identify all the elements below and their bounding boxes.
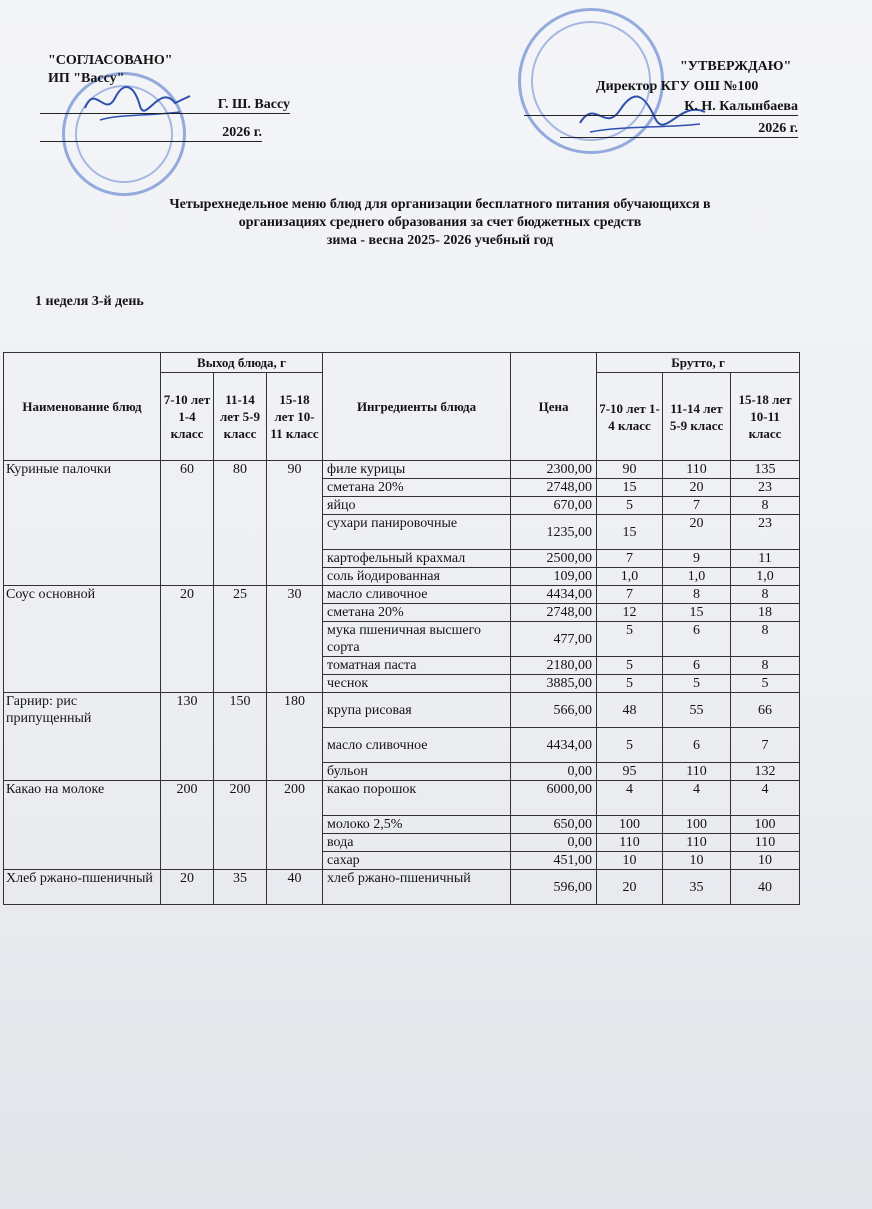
dish-name: Соус основной [4, 586, 161, 693]
dish-yield-11-14: 25 [214, 586, 267, 693]
gross-11-14: 55 [663, 693, 731, 728]
gross-11-14: 10 [663, 852, 731, 870]
gross-11-14: 5 [663, 675, 731, 693]
ingredient-name: чеснок [323, 675, 511, 693]
dish-yield-11-14: 200 [214, 781, 267, 870]
ingredient-name: мука пшеничная высшего сорта [323, 622, 511, 657]
dish-yield-7-10: 130 [161, 693, 214, 781]
gross-11-14: 20 [663, 479, 731, 497]
ingredient-price: 1235,00 [511, 515, 597, 550]
table-row [4, 586, 800, 604]
gross-7-10: 5 [597, 728, 663, 763]
gross-11-14: 8 [663, 586, 731, 604]
dish-name: Какао на молоке [4, 781, 161, 870]
left-approval-year-line [40, 124, 262, 142]
gross-7-10: 12 [597, 604, 663, 622]
gross-7-10: 100 [597, 816, 663, 834]
header-price: Цена [511, 353, 597, 461]
right-approval-year-line [560, 120, 798, 138]
gross-15-18: 10 [731, 852, 800, 870]
day-label: 1 неделя 3-й день [35, 294, 144, 309]
gross-11-14: 6 [663, 728, 731, 763]
gross-7-10: 90 [597, 461, 663, 479]
ingredient-price: 0,00 [511, 834, 597, 852]
right-approval-name: К. Н. Калынбаева [684, 99, 798, 114]
ingredient-name: сухари панировочные [323, 515, 511, 550]
gross-15-18: 23 [731, 479, 800, 497]
ingredient-name: картофельный крахмал [323, 550, 511, 568]
gross-11-14: 6 [663, 657, 731, 675]
ingredient-price: 2748,00 [511, 604, 597, 622]
ingredient-price: 109,00 [511, 568, 597, 586]
ingredient-name: хлеб ржано-пшеничный [323, 870, 511, 905]
gross-7-10: 20 [597, 870, 663, 905]
dish-yield-11-14: 150 [214, 693, 267, 781]
gross-11-14: 7 [663, 497, 731, 515]
gross-15-18: 8 [731, 622, 800, 657]
ingredient-price: 4434,00 [511, 586, 597, 604]
ingredient-name: сметана 20% [323, 479, 511, 497]
dish-yield-7-10: 60 [161, 461, 214, 586]
ingredient-name: томатная паста [323, 657, 511, 675]
header-yield-group: Выход блюда, г [161, 353, 323, 373]
dish-yield-15-18: 30 [267, 586, 323, 693]
ingredient-name: сметана 20% [323, 604, 511, 622]
menu-table [3, 352, 800, 905]
dish-yield-15-18: 180 [267, 693, 323, 781]
ingredient-name: масло сливочное [323, 586, 511, 604]
header-gross-7-10: 7-10 лет 1-4 класс [597, 373, 663, 461]
left-approval-name-line [40, 96, 290, 114]
gross-15-18: 7 [731, 728, 800, 763]
gross-7-10: 95 [597, 763, 663, 781]
dish-yield-7-10: 20 [161, 586, 214, 693]
gross-11-14: 20 [663, 515, 731, 550]
title-line-3: зима - весна 2025- 2026 учебный год [326, 233, 554, 248]
left-approval-heading: "СОГЛАСОВАНО" [48, 53, 173, 68]
ingredient-price: 451,00 [511, 852, 597, 870]
dish-name: Хлеб ржано-пшеничный [4, 870, 161, 905]
ingredient-name: молоко 2,5% [323, 816, 511, 834]
gross-7-10: 5 [597, 675, 663, 693]
ingredient-name: соль йодированная [323, 568, 511, 586]
gross-15-18: 18 [731, 604, 800, 622]
left-approval-org: ИП "Вассу" [48, 71, 125, 86]
ingredient-name: яйцо [323, 497, 511, 515]
ingredient-price: 6000,00 [511, 781, 597, 816]
gross-7-10: 10 [597, 852, 663, 870]
right-approval-year: 2026 г. [758, 121, 798, 136]
gross-15-18: 11 [731, 550, 800, 568]
gross-11-14: 9 [663, 550, 731, 568]
gross-7-10: 4 [597, 781, 663, 816]
ingredient-price: 566,00 [511, 693, 597, 728]
ingredient-price: 650,00 [511, 816, 597, 834]
ingredient-price: 2180,00 [511, 657, 597, 675]
title-line-2: организациях среднего образования за счет бюджетных средств [238, 215, 642, 230]
gross-15-18: 4 [731, 781, 800, 816]
dish-name: Гарнир: рис припущенный [4, 693, 161, 781]
gross-15-18: 8 [731, 657, 800, 675]
dish-yield-15-18: 40 [267, 870, 323, 905]
gross-11-14: 35 [663, 870, 731, 905]
right-approval-position: Директор КГУ ОШ №100 [596, 79, 759, 94]
header-yield-11-14: 11-14 лет 5-9 класс [214, 373, 267, 461]
gross-11-14: 6 [663, 622, 731, 657]
gross-11-14: 4 [663, 781, 731, 816]
dish-yield-15-18: 200 [267, 781, 323, 870]
ingredient-price: 670,00 [511, 497, 597, 515]
right-approval-name-line [524, 98, 798, 116]
gross-7-10: 15 [597, 479, 663, 497]
ingredient-price: 477,00 [511, 622, 597, 657]
ingredient-price: 2500,00 [511, 550, 597, 568]
dish-yield-11-14: 80 [214, 461, 267, 586]
header-yield-7-10: 7-10 лет 1-4 класс [161, 373, 214, 461]
gross-11-14: 15 [663, 604, 731, 622]
ingredient-price: 596,00 [511, 870, 597, 905]
gross-7-10: 5 [597, 657, 663, 675]
gross-15-18: 66 [731, 693, 800, 728]
header-gross-group: Брутто, г [597, 353, 800, 373]
gross-7-10: 5 [597, 497, 663, 515]
gross-15-18: 40 [731, 870, 800, 905]
ingredient-price: 0,00 [511, 763, 597, 781]
gross-7-10: 7 [597, 586, 663, 604]
gross-11-14: 110 [663, 763, 731, 781]
gross-15-18: 1,0 [731, 568, 800, 586]
header-gross-15-18: 15-18 лет 10-11 класс [731, 373, 800, 461]
ingredient-name: крупа рисовая [323, 693, 511, 728]
gross-11-14: 100 [663, 816, 731, 834]
ingredient-name: вода [323, 834, 511, 852]
document-title [60, 196, 820, 250]
gross-15-18: 135 [731, 461, 800, 479]
gross-15-18: 132 [731, 763, 800, 781]
right-approval-heading: "УТВЕРЖДАЮ" [680, 59, 792, 74]
gross-15-18: 110 [731, 834, 800, 852]
dish-yield-7-10: 20 [161, 870, 214, 905]
ingredient-name: филе курицы [323, 461, 511, 479]
ingredient-price: 3885,00 [511, 675, 597, 693]
gross-7-10: 110 [597, 834, 663, 852]
table-row [4, 693, 800, 728]
left-approval-year: 2026 г. [222, 125, 262, 140]
dish-yield-7-10: 200 [161, 781, 214, 870]
gross-15-18: 23 [731, 515, 800, 550]
dish-yield-11-14: 35 [214, 870, 267, 905]
ingredient-name: масло сливочное [323, 728, 511, 763]
header-gross-11-14: 11-14 лет 5-9 класс [663, 373, 731, 461]
gross-11-14: 110 [663, 834, 731, 852]
header-dish: Наименование блюд [4, 353, 161, 461]
gross-15-18: 8 [731, 497, 800, 515]
ingredient-price: 4434,00 [511, 728, 597, 763]
ingredient-price: 2748,00 [511, 479, 597, 497]
gross-11-14: 110 [663, 461, 731, 479]
left-approval-name: Г. Ш. Вассу [217, 97, 290, 112]
table-row [4, 461, 800, 479]
gross-11-14: 1,0 [663, 568, 731, 586]
table-row [4, 781, 800, 816]
gross-15-18: 5 [731, 675, 800, 693]
gross-7-10: 7 [597, 550, 663, 568]
header-yield-15-18: 15-18 лет 10-11 класс [267, 373, 323, 461]
gross-7-10: 1,0 [597, 568, 663, 586]
gross-7-10: 5 [597, 622, 663, 657]
ingredient-name: какао порошок [323, 781, 511, 816]
gross-7-10: 48 [597, 693, 663, 728]
gross-7-10: 15 [597, 515, 663, 550]
dish-yield-15-18: 90 [267, 461, 323, 586]
gross-15-18: 100 [731, 816, 800, 834]
dish-name: Куриные палочки [4, 461, 161, 586]
gross-15-18: 8 [731, 586, 800, 604]
title-line-1: Четырехнедельное меню блюд для организации бесплатного питания обучающихся в [169, 197, 711, 212]
header-ingredients: Ингредиенты блюда [323, 353, 511, 461]
ingredient-price: 2300,00 [511, 461, 597, 479]
ingredient-name: сахар [323, 852, 511, 870]
ingredient-name: бульон [323, 763, 511, 781]
table-row [4, 870, 800, 905]
